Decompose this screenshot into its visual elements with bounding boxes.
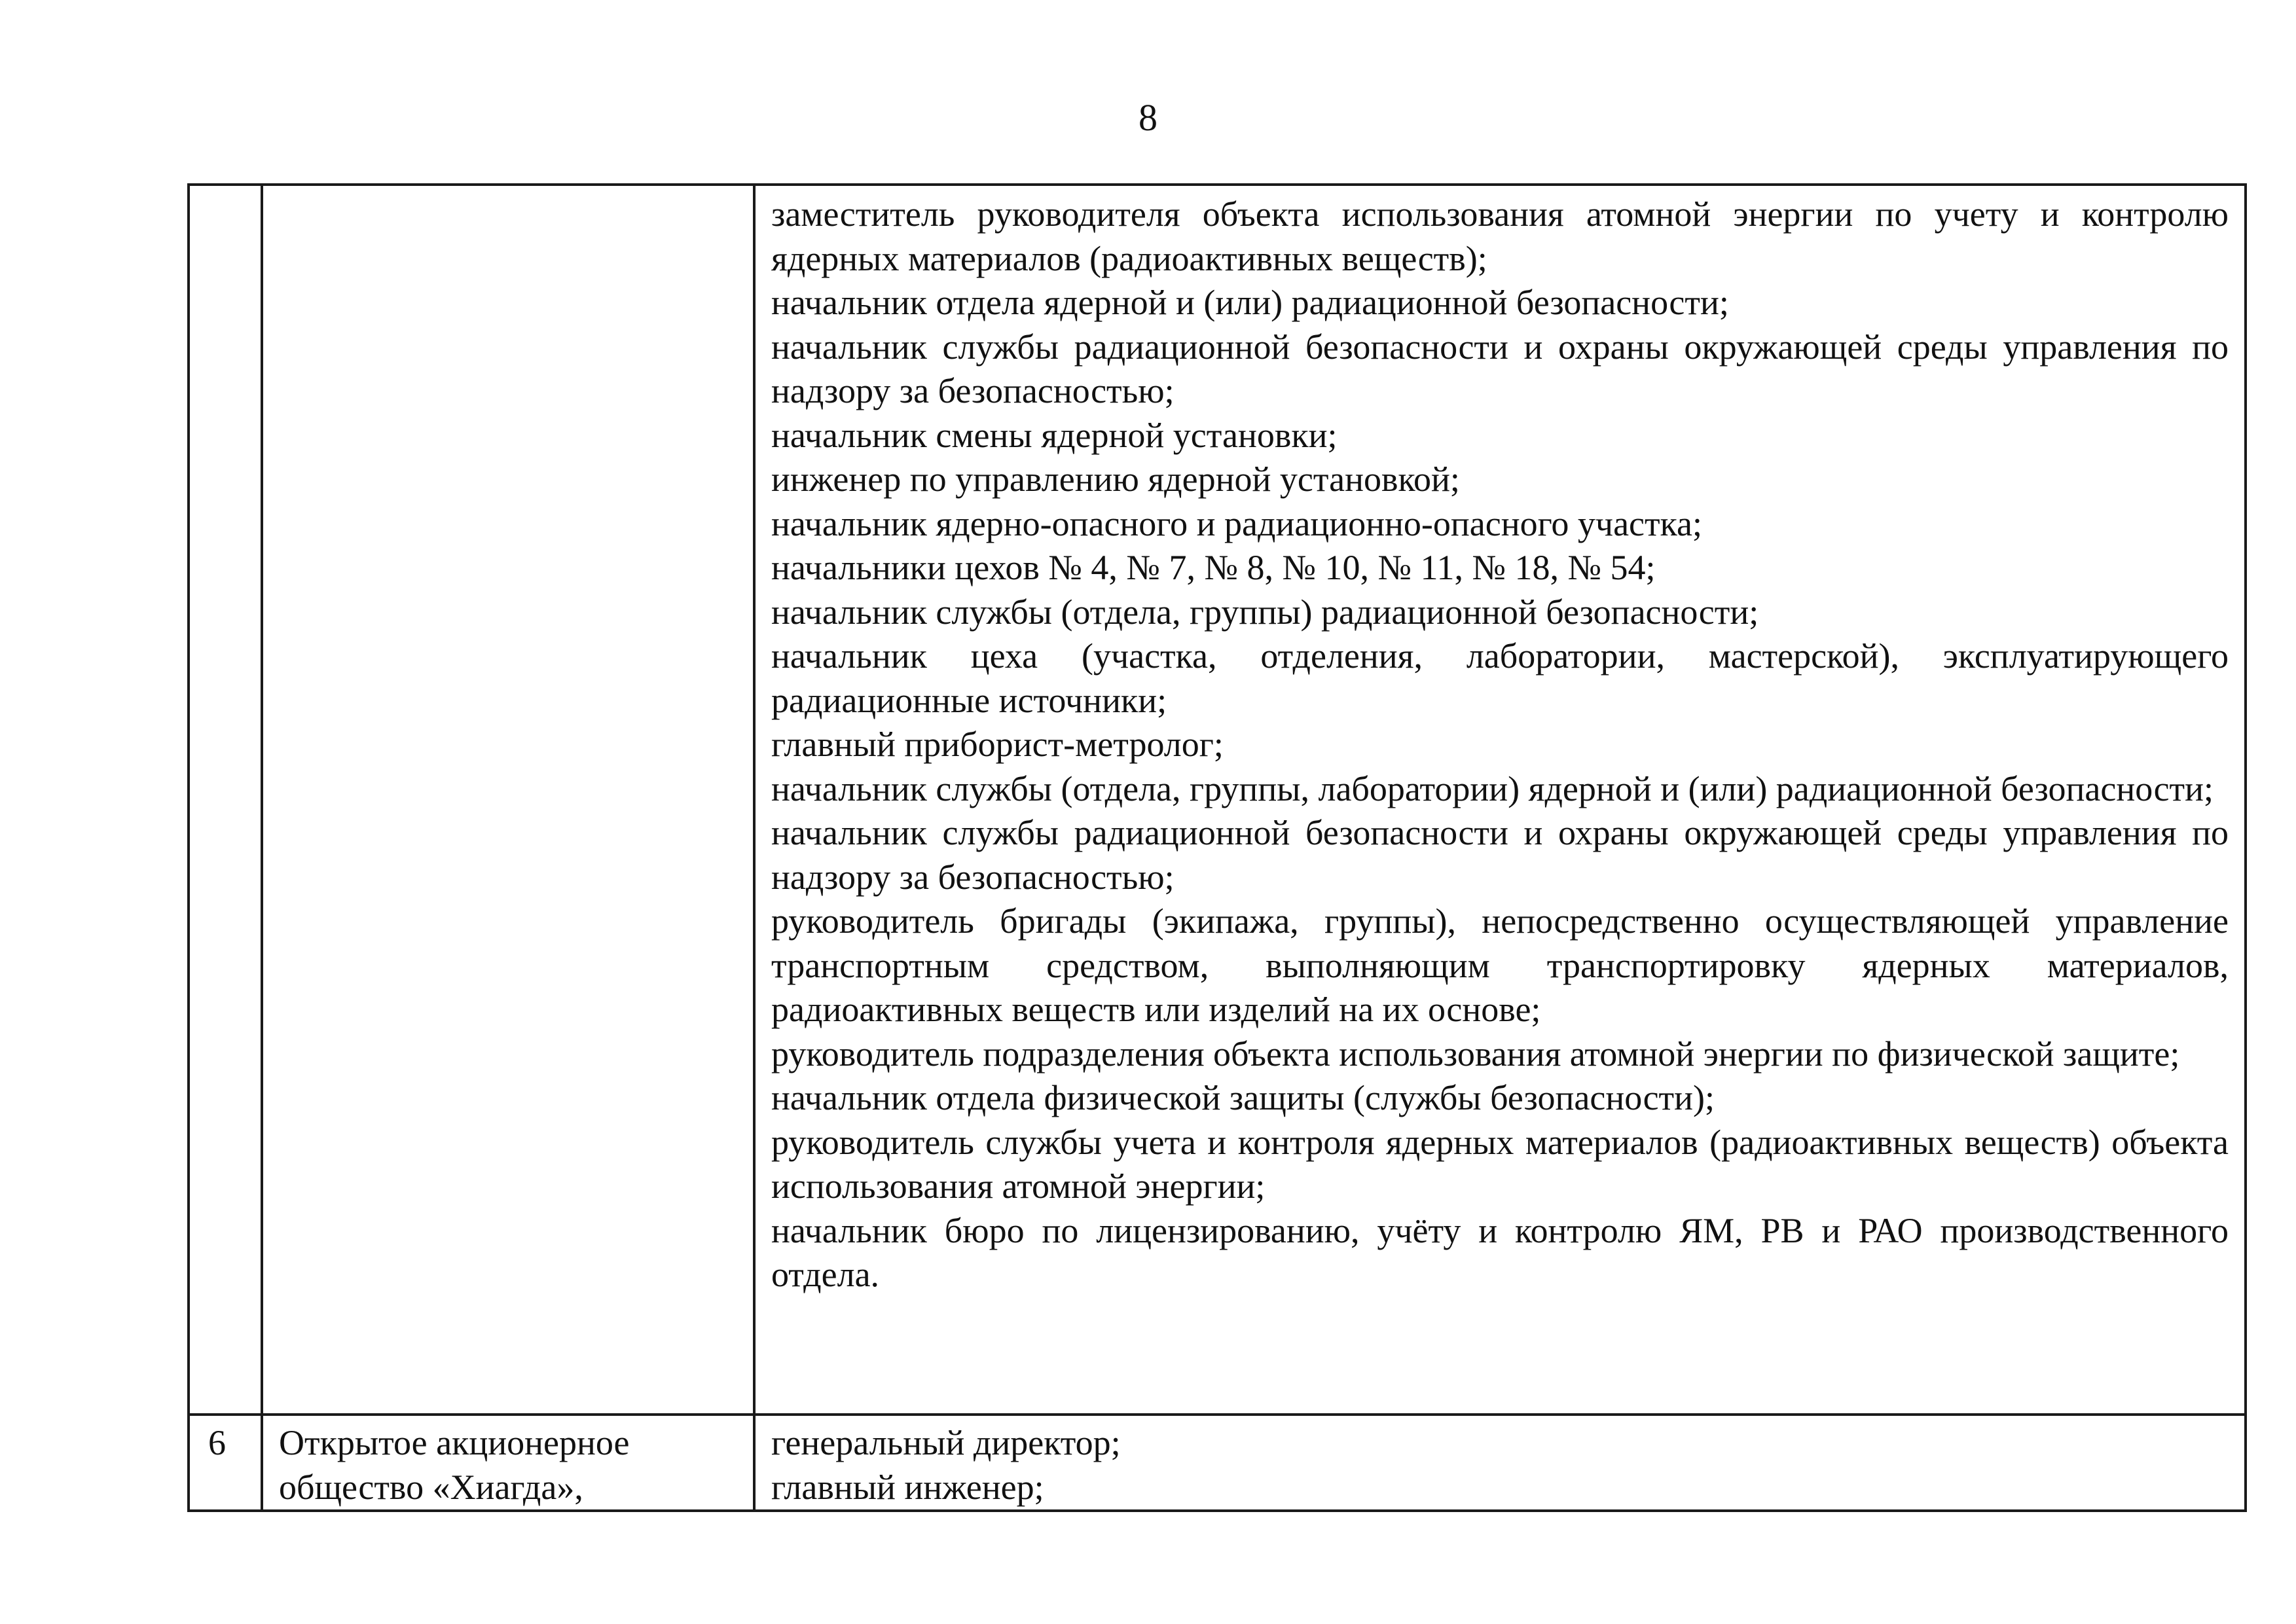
position-item: руководитель службы учета и контроля ядерных материалов (радиоактивных веществ) объекта использования атомной энергии; bbox=[771, 1122, 2229, 1206]
organization-cell: Открытое акционерное общество «Хиагда», bbox=[262, 1415, 754, 1511]
positions-cell bbox=[754, 1415, 2246, 1511]
position-item: начальник отдела физической защиты (службы безопасности); bbox=[771, 1078, 1715, 1117]
position-item: инженер по управлению ядерной установкой; bbox=[771, 460, 1460, 499]
position-item: главный приборист-метролог; bbox=[771, 725, 1224, 764]
table-row bbox=[189, 185, 2246, 1415]
position-item: начальник службы (отдела, группы) радиационной безопасности; bbox=[771, 592, 1759, 632]
position-item: начальник бюро по лицензированию, учёту и контролю ЯМ, РВ и РАО производственного отдела. bbox=[771, 1210, 2229, 1294]
position-item: генеральный директор; bbox=[771, 1423, 1121, 1462]
position-item: начальник ядерно-опасного и радиационно-опасного участка; bbox=[771, 503, 1703, 543]
position-item: начальник цеха (участка, отделения, лаборатории, мастерской), эксплуатирующего радиационные источники; bbox=[771, 636, 2229, 720]
positions-cell bbox=[754, 185, 2246, 1415]
position-item: начальники цехов № 4, № 7, № 8, № 10, № 11, № 18, № 54; bbox=[771, 548, 1656, 587]
organizations-table bbox=[187, 183, 2247, 1512]
position-item: заместитель руководителя объекта использования атомной энергии по учету и контролю ядерных материалов (радиоактивных веществ); bbox=[771, 194, 2229, 278]
position-item: начальник смены ядерной установки; bbox=[771, 415, 1338, 455]
row-number-cell bbox=[189, 185, 262, 1415]
position-item: начальник отдела ядерной и (или) радиационной безопасности; bbox=[771, 283, 1729, 322]
position-item: начальник службы (отдела, группы, лаборатории) ядерной и (или) радиационной безопасности; bbox=[771, 768, 2214, 808]
organization-cell bbox=[262, 185, 754, 1415]
table-row bbox=[189, 1415, 2246, 1511]
position-item: руководитель подразделения объекта использования атомной энергии по физической защите; bbox=[771, 1034, 2180, 1074]
position-item: начальник службы радиационной безопасности и охраны окружающей среды управления по надзору за безопасностью; bbox=[771, 813, 2229, 897]
position-item: начальник службы радиационной безопасности и охраны окружающей среды управления по надзору за безопасностью; bbox=[771, 327, 2229, 410]
row-number-cell: 6 bbox=[189, 1415, 262, 1511]
position-item: руководитель бригады (экипажа, группы), непосредственно осуществляющей управление транспортным средством, выполняющим транспортировку ядерных материалов, радиоактивных веществ или изделий на их основе; bbox=[771, 901, 2229, 1029]
position-item: главный инженер; bbox=[771, 1467, 1044, 1507]
page-number: 8 bbox=[1139, 96, 1157, 139]
